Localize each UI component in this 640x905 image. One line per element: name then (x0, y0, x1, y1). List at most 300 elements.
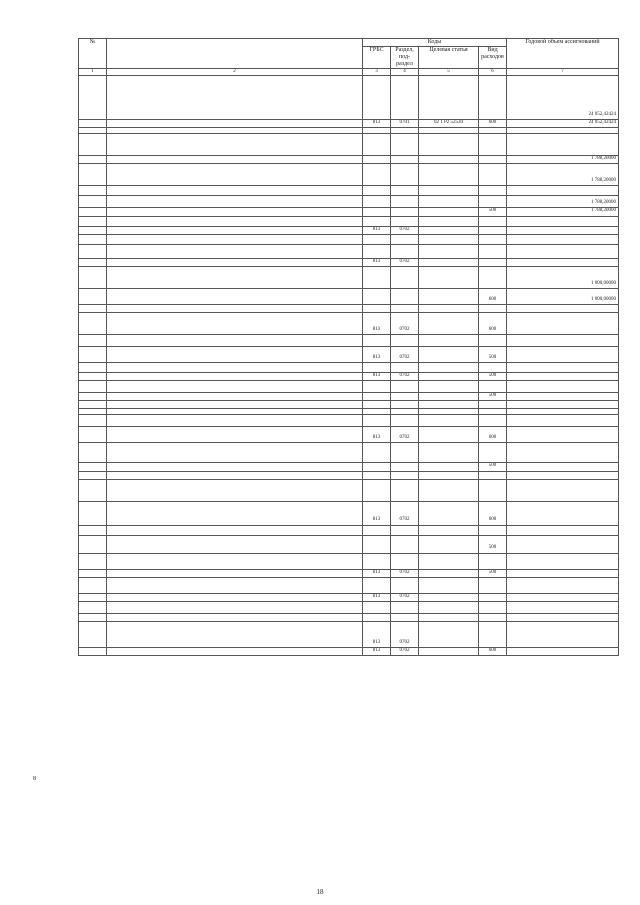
cell-name (107, 622, 363, 648)
cell-vr: 500 (479, 208, 507, 216)
cell-num (79, 381, 107, 393)
cell-num (79, 216, 107, 226)
cell-section: 0701 (391, 120, 419, 128)
cell-section (391, 577, 419, 593)
cell-num (79, 76, 107, 120)
cell-section (391, 76, 419, 120)
cell-vr: 600 (479, 313, 507, 335)
budget-table (78, 38, 619, 656)
cell-target (419, 501, 479, 525)
cell-target (419, 614, 479, 622)
cell-amount (507, 381, 619, 393)
page-number: 18 (316, 888, 324, 896)
table-row (79, 313, 619, 335)
cell-num (79, 335, 107, 347)
table-row (79, 463, 619, 471)
col-codes-group-header: Коды (363, 39, 507, 47)
cell-amount (507, 313, 619, 335)
cell-target (419, 622, 479, 648)
cell-name (107, 208, 363, 216)
cell-num (79, 401, 107, 409)
cell-name (107, 569, 363, 577)
cell-vr: 600 (479, 427, 507, 443)
cell-target (419, 569, 479, 577)
cell-section (391, 479, 419, 501)
cell-vr (479, 577, 507, 593)
cell-num (79, 313, 107, 335)
cell-grbs (363, 134, 391, 156)
cell-target (419, 134, 479, 156)
cell-grbs (363, 415, 391, 427)
cell-amount (507, 577, 619, 593)
cell-amount (507, 622, 619, 648)
cell-section (391, 525, 419, 535)
cell-target (419, 258, 479, 266)
cell-vr (479, 305, 507, 313)
cell-name (107, 443, 363, 463)
cell-amount: 1 788,20000 (507, 156, 619, 164)
cell-grbs (363, 577, 391, 593)
cell-vr (479, 614, 507, 622)
table-row (79, 156, 619, 164)
cell-amount: 24 052,42424 (507, 76, 619, 120)
cell-grbs (363, 602, 391, 614)
cell-section (391, 208, 419, 216)
table-row (79, 401, 619, 409)
cell-num (79, 443, 107, 463)
cell-amount (507, 134, 619, 156)
cell-name (107, 427, 363, 443)
cell-name (107, 226, 363, 234)
col-name-header (107, 39, 363, 69)
cell-grbs (363, 381, 391, 393)
cell-section (391, 156, 419, 164)
cell-grbs: 813 (363, 501, 391, 525)
cell-name (107, 134, 363, 156)
cell-amount (507, 602, 619, 614)
cell-section (391, 401, 419, 409)
cell-target (419, 443, 479, 463)
cell-vr: 500 (479, 569, 507, 577)
cell-section (391, 234, 419, 244)
cell-section (391, 196, 419, 208)
cell-amount: 1 000,00000 (507, 289, 619, 305)
cell-vr (479, 602, 507, 614)
cell-section (391, 614, 419, 622)
cell-name (107, 577, 363, 593)
table-row (79, 443, 619, 463)
cell-grbs: 813 (363, 569, 391, 577)
cell-grbs: 813 (363, 648, 391, 656)
cell-num (79, 208, 107, 216)
cell-section (391, 134, 419, 156)
cell-name (107, 196, 363, 208)
cell-amount (507, 553, 619, 569)
cell-vr (479, 267, 507, 289)
cell-section: 0702 (391, 258, 419, 266)
table-row (79, 289, 619, 305)
table-row (79, 614, 619, 622)
cell-vr: 600 (479, 648, 507, 656)
cell-target (419, 593, 479, 601)
cell-target (419, 226, 479, 234)
cell-name (107, 305, 363, 313)
cell-name (107, 363, 363, 373)
cell-target (419, 305, 479, 313)
cell-num (79, 234, 107, 244)
cell-target (419, 553, 479, 569)
cell-section (391, 443, 419, 463)
cell-name (107, 648, 363, 656)
cell-amount (507, 258, 619, 266)
cell-section (391, 164, 419, 186)
cell-section (391, 602, 419, 614)
cell-num (79, 648, 107, 656)
cell-target (419, 267, 479, 289)
column-number: 3 (363, 69, 391, 76)
cell-section: 0702 (391, 593, 419, 601)
cell-name (107, 525, 363, 535)
cell-name (107, 186, 363, 196)
cell-num (79, 427, 107, 443)
cell-vr: 600 (479, 120, 507, 128)
cell-target (419, 208, 479, 216)
cell-amount (507, 335, 619, 347)
table-row (79, 335, 619, 347)
table-row (79, 471, 619, 479)
cell-grbs (363, 76, 391, 120)
cell-vr (479, 471, 507, 479)
column-number: 7 (507, 69, 619, 76)
cell-amount (507, 525, 619, 535)
cell-name (107, 347, 363, 363)
cell-vr (479, 443, 507, 463)
cell-target (419, 216, 479, 226)
cell-num (79, 479, 107, 501)
col-number-header: № (79, 39, 107, 69)
cell-grbs (363, 156, 391, 164)
cell-vr (479, 196, 507, 208)
cell-grbs (363, 164, 391, 186)
table-row (79, 427, 619, 443)
cell-section (391, 186, 419, 196)
cell-grbs (363, 335, 391, 347)
cell-name (107, 267, 363, 289)
cell-target (419, 347, 479, 363)
column-number: 1 (79, 69, 107, 76)
table-row (79, 226, 619, 234)
table-row (79, 593, 619, 601)
cell-vr: 600 (479, 501, 507, 525)
cell-num (79, 577, 107, 593)
cell-amount (507, 479, 619, 501)
col-target-header: Целевая статья (419, 47, 479, 69)
cell-target (419, 648, 479, 656)
cell-name (107, 244, 363, 258)
column-number: 5 (419, 69, 479, 76)
table-row (79, 76, 619, 120)
cell-name (107, 415, 363, 427)
cell-vr (479, 156, 507, 164)
cell-num (79, 501, 107, 525)
table-row (79, 381, 619, 393)
cell-grbs: 813 (363, 347, 391, 363)
cell-target (419, 234, 479, 244)
cell-target (419, 313, 479, 335)
cell-vr (479, 593, 507, 601)
cell-section: 0702 (391, 313, 419, 335)
cell-amount (507, 347, 619, 363)
cell-num (79, 289, 107, 305)
cell-target (419, 463, 479, 471)
cell-target: 02 1 P2 52530 (419, 120, 479, 128)
cell-grbs: 813 (363, 622, 391, 648)
cell-grbs: 813 (363, 120, 391, 128)
column-number-row (79, 69, 619, 76)
table-row (79, 347, 619, 363)
cell-amount (507, 216, 619, 226)
cell-name (107, 234, 363, 244)
cell-name (107, 593, 363, 601)
cell-target (419, 602, 479, 614)
cell-amount: 1 788,20000 (507, 164, 619, 186)
cell-section (391, 335, 419, 347)
cell-name (107, 393, 363, 401)
cell-num (79, 525, 107, 535)
cell-amount (507, 648, 619, 656)
cell-num (79, 156, 107, 164)
cell-num (79, 164, 107, 186)
cell-num (79, 614, 107, 622)
cell-num (79, 535, 107, 553)
cell-num (79, 373, 107, 381)
cell-amount (507, 401, 619, 409)
cell-section (391, 415, 419, 427)
cell-vr (479, 226, 507, 234)
cell-name (107, 614, 363, 622)
cell-grbs (363, 614, 391, 622)
cell-vr (479, 415, 507, 427)
cell-grbs (363, 525, 391, 535)
cell-vr: 500 (479, 347, 507, 363)
cell-target (419, 373, 479, 381)
col-expense-type-header: Вид расходов (479, 47, 507, 69)
cell-grbs: 813 (363, 313, 391, 335)
cell-num (79, 415, 107, 427)
cell-grbs: 813 (363, 593, 391, 601)
cell-section (391, 267, 419, 289)
cell-amount (507, 186, 619, 196)
cell-section (391, 305, 419, 313)
cell-amount: 1 000,00000 (507, 267, 619, 289)
table-row (79, 305, 619, 313)
cell-target (419, 393, 479, 401)
cell-amount (507, 427, 619, 443)
cell-grbs: 813 (363, 258, 391, 266)
cell-num (79, 226, 107, 234)
cell-amount (507, 226, 619, 234)
cell-grbs: 813 (363, 373, 391, 381)
cell-target (419, 164, 479, 186)
table-row (79, 569, 619, 577)
cell-vr (479, 479, 507, 501)
cell-target (419, 401, 479, 409)
cell-vr (479, 186, 507, 196)
cell-num (79, 347, 107, 363)
table-row (79, 267, 619, 289)
cell-amount: 24 052,42424 (507, 120, 619, 128)
cell-vr: 500 (479, 373, 507, 381)
col-grbs-header: ГРБС (363, 47, 391, 69)
cell-amount (507, 501, 619, 525)
cell-vr (479, 244, 507, 258)
cell-vr (479, 134, 507, 156)
table-row (79, 134, 619, 156)
cell-name (107, 479, 363, 501)
cell-target (419, 577, 479, 593)
cell-name (107, 501, 363, 525)
budget-page (78, 38, 618, 656)
table-row (79, 479, 619, 501)
cell-num (79, 305, 107, 313)
column-number: 4 (391, 69, 419, 76)
cell-name (107, 335, 363, 347)
cell-num (79, 196, 107, 208)
cell-amount (507, 393, 619, 401)
table-body (79, 76, 619, 656)
cell-section: 0702 (391, 427, 419, 443)
cell-num (79, 244, 107, 258)
cell-target (419, 381, 479, 393)
cell-section (391, 553, 419, 569)
cell-amount (507, 593, 619, 601)
cell-amount: 1 788,20000 (507, 208, 619, 216)
cell-amount (507, 373, 619, 381)
cell-target (419, 471, 479, 479)
cell-num (79, 393, 107, 401)
cell-name (107, 463, 363, 471)
cell-section (391, 216, 419, 226)
cell-name (107, 373, 363, 381)
cell-name (107, 258, 363, 266)
cell-name (107, 471, 363, 479)
cell-grbs: 813 (363, 226, 391, 234)
cell-amount (507, 363, 619, 373)
cell-name (107, 289, 363, 305)
cell-grbs (363, 553, 391, 569)
cell-target (419, 535, 479, 553)
cell-num (79, 553, 107, 569)
cell-target (419, 479, 479, 501)
cell-section: 0702 (391, 501, 419, 525)
cell-grbs (363, 196, 391, 208)
cell-grbs (363, 393, 391, 401)
cell-target (419, 156, 479, 164)
cell-num (79, 120, 107, 128)
cell-section: 0702 (391, 622, 419, 648)
cell-vr (479, 553, 507, 569)
table-row (79, 602, 619, 614)
cell-vr (479, 381, 507, 393)
table-row (79, 244, 619, 258)
cell-section (391, 393, 419, 401)
cell-grbs (363, 535, 391, 553)
cell-vr: 500 (479, 535, 507, 553)
cell-amount (507, 471, 619, 479)
cell-grbs (363, 244, 391, 258)
cell-section (391, 381, 419, 393)
cell-name (107, 164, 363, 186)
cell-name (107, 156, 363, 164)
table-row (79, 258, 619, 266)
cell-vr: 500 (479, 463, 507, 471)
cell-num (79, 258, 107, 266)
cell-name (107, 120, 363, 128)
table-row (79, 525, 619, 535)
cell-grbs (363, 216, 391, 226)
cell-amount: 1 788,20000 (507, 196, 619, 208)
column-number: 6 (479, 69, 507, 76)
cell-amount (507, 569, 619, 577)
cell-section (391, 463, 419, 471)
cell-vr (479, 401, 507, 409)
table-row (79, 196, 619, 208)
cell-amount (507, 535, 619, 553)
table-row (79, 501, 619, 525)
cell-section: 0702 (391, 569, 419, 577)
cell-num (79, 569, 107, 577)
cell-target (419, 363, 479, 373)
table-row (79, 363, 619, 373)
cell-grbs (363, 208, 391, 216)
column-number: 2 (107, 69, 363, 76)
cell-amount (507, 415, 619, 427)
cell-vr (479, 234, 507, 244)
cell-name (107, 602, 363, 614)
table-row (79, 373, 619, 381)
cell-vr (479, 335, 507, 347)
cell-num (79, 463, 107, 471)
table-row (79, 535, 619, 553)
cell-num (79, 602, 107, 614)
cell-name (107, 381, 363, 393)
cell-target (419, 186, 479, 196)
cell-name (107, 313, 363, 335)
cell-grbs (363, 401, 391, 409)
cell-vr (479, 622, 507, 648)
cell-num (79, 186, 107, 196)
table-header-row (79, 39, 619, 47)
cell-vr (479, 258, 507, 266)
table-row (79, 648, 619, 656)
cell-grbs (363, 305, 391, 313)
cell-name (107, 401, 363, 409)
cell-vr (479, 164, 507, 186)
cell-section (391, 289, 419, 305)
cell-section: 0702 (391, 373, 419, 381)
cell-section (391, 471, 419, 479)
table-row (79, 622, 619, 648)
cell-vr (479, 525, 507, 535)
cell-amount (507, 614, 619, 622)
col-section-header: Раздел, под- раздел (391, 47, 419, 69)
table-row (79, 577, 619, 593)
cell-grbs (363, 443, 391, 463)
cell-section: 0702 (391, 347, 419, 363)
cell-amount (507, 234, 619, 244)
cell-vr: 600 (479, 289, 507, 305)
cell-num (79, 134, 107, 156)
